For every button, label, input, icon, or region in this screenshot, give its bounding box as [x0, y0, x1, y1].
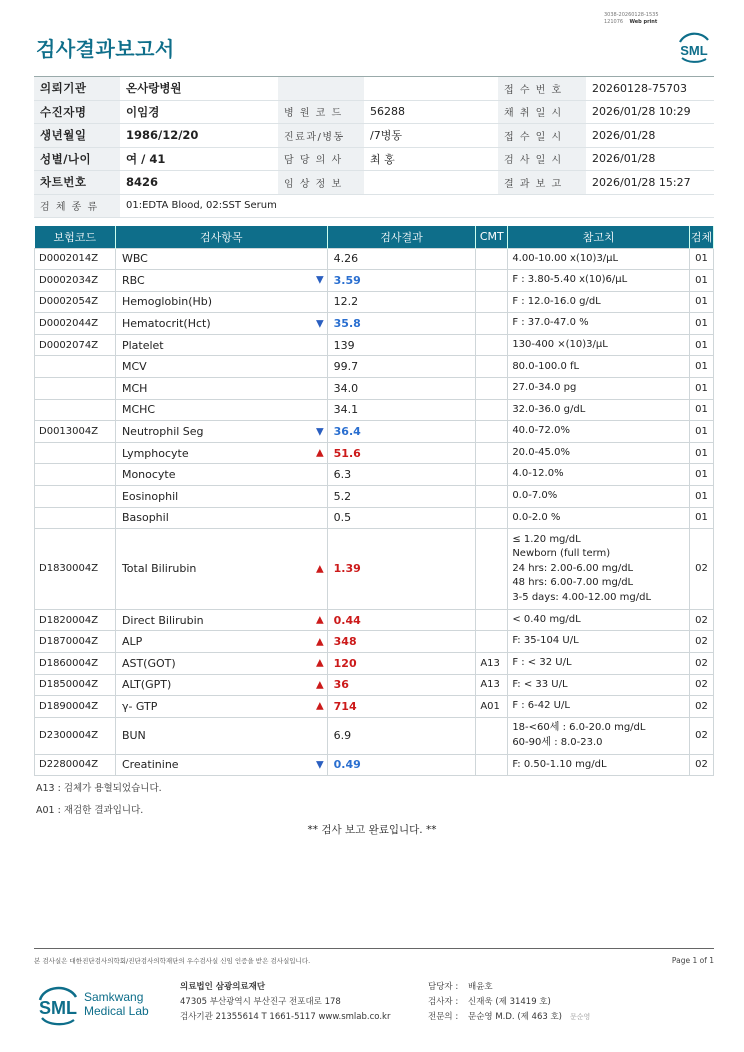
test-result: 139: [327, 334, 476, 356]
result-row: [35, 378, 714, 400]
info-value: 이임경: [120, 100, 278, 124]
print-info: [604, 12, 659, 26]
test-item-name: AST(GOT): [121, 656, 176, 670]
comment-code: [476, 717, 508, 754]
specimen-code: 01: [689, 248, 713, 270]
reference-line: 40.0-72.0%: [512, 425, 570, 437]
test-item-name: ALP: [121, 635, 143, 649]
test-item: [115, 696, 327, 718]
reference-range: [508, 421, 690, 443]
test-result: 99.7: [327, 356, 476, 378]
specimen-code: 01: [689, 291, 713, 313]
column-header: 검사결과: [327, 226, 476, 248]
reference-line: F: 35-104 U/L: [512, 635, 579, 647]
insurance-code: [35, 464, 116, 486]
reference-line: 60-90세 : 8.0-23.0: [512, 736, 603, 748]
insurance-code: [35, 399, 116, 421]
report-title: 검사결과보고서: [36, 37, 175, 61]
info-value: 1986/12/20: [120, 124, 278, 148]
flag-low-icon: ▼: [315, 759, 324, 771]
flag-high-icon: ▲: [315, 679, 324, 691]
test-item-name: BUN: [121, 729, 146, 743]
info-label: 차트번호: [34, 171, 120, 195]
info-row: [34, 147, 714, 171]
insurance-code: [35, 442, 116, 464]
specialist-name: 문순영 M.D. (제 463 호): [468, 1012, 563, 1022]
test-result: 5.2: [327, 486, 476, 508]
org-contact: 검사기관 21355614 T 1661-5117 www.smlab.co.kr: [180, 1012, 391, 1022]
info-label: 성별/나이: [34, 147, 120, 171]
reference-range: [508, 696, 690, 718]
comment-code: A01: [476, 696, 508, 718]
test-item: [115, 529, 327, 610]
comment-code: A13: [476, 652, 508, 674]
result-row: [35, 674, 714, 696]
info-value: 2026/01/28 10:29: [586, 100, 714, 124]
test-item-name: MCV: [121, 360, 147, 374]
test-result: 0.49: [327, 754, 476, 776]
info-label: 결 과 보 고: [498, 171, 586, 195]
info-value: 온사랑병원: [120, 77, 278, 101]
org-name: 의료법인 삼광의료재단: [180, 982, 266, 992]
comment-code: [476, 334, 508, 356]
reference-range: [508, 399, 690, 421]
result-row: [35, 334, 714, 356]
note-a01: A01 : 재검한 결과입니다.: [36, 805, 144, 816]
result-row: [35, 754, 714, 776]
samkwang-logo: [36, 980, 176, 1028]
info-value: [364, 77, 498, 101]
comment-code: [476, 486, 508, 508]
tester-label: 검사자 :: [428, 997, 459, 1007]
certification-text: 본 검사실은 대한진단검사의학회/진단검사의학재단의 우수검사실 신임 인증을 받은 검사실입니다.: [34, 957, 311, 965]
result-row: [35, 717, 714, 754]
report-complete-text: ** 검사 보고 완료입니다. **: [307, 824, 437, 836]
result-row: [35, 291, 714, 313]
print-code: 121076: [604, 19, 624, 25]
result-row: [35, 631, 714, 653]
specimen-code: 02: [689, 696, 713, 718]
info-label: 검 사 일 시: [498, 147, 586, 171]
reference-line: Newborn (full term): [512, 548, 611, 560]
info-row: [34, 77, 714, 101]
result-row: [35, 399, 714, 421]
reference-range: [508, 754, 690, 776]
flag-high-icon: ▲: [315, 447, 324, 459]
insurance-code: D0002044Z: [35, 313, 116, 335]
flag-high-icon: ▲: [315, 614, 324, 626]
comment-code: [476, 609, 508, 631]
sml-logo: [674, 28, 714, 64]
print-id: 3038-20260128-1535: [604, 12, 659, 18]
specimen-code: 02: [689, 652, 713, 674]
info-value: 2026/01/28: [586, 124, 714, 148]
info-label: 접 수 일 시: [498, 124, 586, 148]
test-result: 51.6: [327, 442, 476, 464]
info-value: 8426: [120, 171, 278, 195]
test-result: 3.59: [327, 270, 476, 292]
reference-line: 18-<60세 : 6.0-20.0 mg/dL: [512, 722, 646, 734]
comment-code: [476, 356, 508, 378]
specimen-code: 01: [689, 334, 713, 356]
test-item-name: Total Bilirubin: [121, 562, 197, 576]
test-result: 6.3: [327, 464, 476, 486]
test-item: [115, 356, 327, 378]
info-label: 임 상 정 보: [278, 171, 364, 195]
insurance-code: D1890004Z: [35, 696, 116, 718]
info-value: 2026/01/28: [586, 147, 714, 171]
test-item-name: Eosinophil: [121, 489, 179, 503]
test-item-name: RBC: [121, 273, 145, 287]
flag-high-icon: ▲: [315, 636, 324, 648]
column-header: 참고치: [508, 226, 690, 248]
flag-low-icon: ▼: [315, 318, 324, 330]
insurance-code: [35, 486, 116, 508]
result-row: [35, 609, 714, 631]
insurance-code: D2300004Z: [35, 717, 116, 754]
note-a13: A13 : 검체가 용혈되었습니다.: [36, 783, 162, 794]
info-row: [34, 100, 714, 124]
reference-line: 80.0-100.0 fL: [512, 360, 580, 372]
reference-line: 3-5 days: 4.00-12.00 mg/dL: [512, 591, 652, 603]
specimen-code: 02: [689, 609, 713, 631]
test-item: [115, 754, 327, 776]
comment-code: A13: [476, 674, 508, 696]
insurance-code: D1820004Z: [35, 609, 116, 631]
insurance-code: D0002074Z: [35, 334, 116, 356]
flag-high-icon: ▲: [315, 700, 324, 712]
specimen-code: 01: [689, 507, 713, 529]
reference-line: F : < 32 U/L: [512, 656, 572, 668]
reference-range: [508, 674, 690, 696]
specimen-code: 01: [689, 378, 713, 400]
reference-range: [508, 507, 690, 529]
column-header: 검사항목: [115, 226, 327, 248]
test-item: [115, 248, 327, 270]
insurance-code: D1860004Z: [35, 652, 116, 674]
specimen-label: 검 체 종 류: [34, 194, 120, 218]
specimen-code: 01: [689, 486, 713, 508]
insurance-code: D0002034Z: [35, 270, 116, 292]
org-address: 47305 부산광역시 부산진구 전포대로 178: [180, 997, 341, 1007]
reference-range: [508, 270, 690, 292]
tester-name: 신재욱 (제 31419 호): [468, 997, 551, 1007]
flag-low-icon: ▼: [315, 274, 324, 286]
reference-range: [508, 631, 690, 653]
result-row: [35, 356, 714, 378]
test-item: [115, 674, 327, 696]
info-value: 56288: [364, 100, 498, 124]
result-row: [35, 464, 714, 486]
test-item: [115, 270, 327, 292]
test-item: [115, 507, 327, 529]
staff-info: [428, 980, 590, 1025]
insurance-code: [35, 507, 116, 529]
test-result: 36.4: [327, 421, 476, 443]
result-row: [35, 442, 714, 464]
specimen-code: 01: [689, 356, 713, 378]
specimen-code: 01: [689, 399, 713, 421]
reference-line: ≤ 1.20 mg/dL: [512, 533, 581, 545]
result-row: [35, 248, 714, 270]
specimen-code: 01: [689, 421, 713, 443]
info-label: 병 원 코 드: [278, 100, 364, 124]
specimen-code: 01: [689, 442, 713, 464]
info-value: /7병동: [364, 124, 498, 148]
specimen-code: 02: [689, 529, 713, 610]
specimen-code: 01: [689, 313, 713, 335]
test-item-name: γ- GTP: [121, 699, 158, 713]
reference-range: [508, 464, 690, 486]
samkwang-logo-line2: Medical Lab: [84, 1004, 149, 1018]
result-row: [35, 507, 714, 529]
reference-range: [508, 652, 690, 674]
reference-line: F : 37.0-47.0 %: [512, 317, 589, 329]
reference-range: [508, 609, 690, 631]
test-result: 12.2: [327, 291, 476, 313]
insurance-code: D1830004Z: [35, 529, 116, 610]
reference-line: 20.0-45.0%: [512, 446, 570, 458]
reference-line: 32.0-36.0 g/dL: [512, 403, 586, 415]
test-item-name: Direct Bilirubin: [121, 613, 204, 627]
result-row: [35, 652, 714, 674]
reference-range: [508, 356, 690, 378]
reference-range: [508, 291, 690, 313]
test-item-name: WBC: [121, 252, 148, 266]
test-item: [115, 291, 327, 313]
footer-divider: [34, 948, 714, 949]
comment-code: [476, 270, 508, 292]
result-row: [35, 529, 714, 610]
organization-info: [180, 980, 390, 1025]
reference-range: [508, 248, 690, 270]
signature: 문순영: [570, 1013, 591, 1021]
insurance-code: D0013004Z: [35, 421, 116, 443]
reference-line: 4.0-12.0%: [512, 468, 564, 480]
test-item: [115, 442, 327, 464]
comment-code: [476, 378, 508, 400]
test-result: 34.0: [327, 378, 476, 400]
column-header: CMT: [476, 226, 508, 248]
insurance-code: D1870004Z: [35, 631, 116, 653]
comment-code: [476, 529, 508, 610]
staff-label: 담당자 :: [428, 982, 459, 992]
insurance-code: [35, 356, 116, 378]
comment-code: [476, 442, 508, 464]
results-header-row: [35, 226, 714, 248]
info-value: 최 홍: [364, 147, 498, 171]
test-item: [115, 399, 327, 421]
test-item: [115, 464, 327, 486]
test-item: [115, 334, 327, 356]
specimen-code: 01: [689, 270, 713, 292]
comment-code: [476, 291, 508, 313]
test-result: 4.26: [327, 248, 476, 270]
page-number: Page 1 of 1: [671, 956, 714, 965]
test-item: [115, 652, 327, 674]
reference-range: [508, 313, 690, 335]
test-item-name: Creatinine: [121, 758, 179, 772]
info-value: 20260128-75703: [586, 77, 714, 101]
test-item: [115, 717, 327, 754]
reference-range: [508, 486, 690, 508]
reference-line: 0.0-2.0 %: [512, 511, 561, 523]
sml-logo-text: SML: [680, 43, 708, 58]
info-label: 접 수 번 호: [498, 77, 586, 101]
column-header: 보험코드: [35, 226, 116, 248]
reference-line: 130-400 ×(10)3/μL: [512, 338, 608, 350]
info-label: 채 취 일 시: [498, 100, 586, 124]
results-table: [34, 226, 714, 776]
info-label: [278, 77, 364, 101]
comment-code: [476, 631, 508, 653]
flag-high-icon: ▲: [315, 657, 324, 669]
test-result: 35.8: [327, 313, 476, 335]
patient-info-table: [34, 76, 714, 218]
specialist-label: 전문의 :: [428, 1012, 459, 1022]
test-result: 0.5: [327, 507, 476, 529]
info-value: 여 / 41: [120, 147, 278, 171]
test-item-name: Neutrophil Seg: [121, 425, 204, 439]
column-header: 검체: [689, 226, 713, 248]
specimen-code: 01: [689, 464, 713, 486]
specimen-code: 02: [689, 754, 713, 776]
reference-range: [508, 334, 690, 356]
info-row: [34, 171, 714, 195]
specimen-row: [34, 194, 714, 218]
test-result: 34.1: [327, 399, 476, 421]
reference-line: 27.0-34.0 pg: [512, 382, 577, 394]
info-label: 생년월일: [34, 124, 120, 148]
test-item-name: Hematocrit(Hct): [121, 317, 211, 331]
result-row: [35, 696, 714, 718]
reference-line: F : 6-42 U/L: [512, 700, 570, 712]
test-item-name: Hemoglobin(Hb): [121, 295, 213, 309]
test-result: 1.39: [327, 529, 476, 610]
insurance-code: D0002014Z: [35, 248, 116, 270]
info-value: 2026/01/28 15:27: [586, 171, 714, 195]
insurance-code: [35, 378, 116, 400]
comment-code: [476, 421, 508, 443]
comment-code: [476, 507, 508, 529]
reference-range: [508, 378, 690, 400]
test-item: [115, 313, 327, 335]
test-item: [115, 378, 327, 400]
info-value: [364, 171, 498, 195]
test-item-name: Lymphocyte: [121, 446, 189, 460]
test-item: [115, 486, 327, 508]
info-label: 진료과/병동: [278, 124, 364, 148]
comment-code: [476, 464, 508, 486]
test-result: 348: [327, 631, 476, 653]
reference-range: [508, 442, 690, 464]
insurance-code: D1850004Z: [35, 674, 116, 696]
comment-code: [476, 754, 508, 776]
specimen-code: 02: [689, 631, 713, 653]
result-row: [35, 270, 714, 292]
test-item: [115, 609, 327, 631]
comment-code: [476, 248, 508, 270]
flag-high-icon: ▲: [315, 563, 324, 575]
reference-line: 0.0-7.0%: [512, 490, 558, 502]
reference-line: F : 12.0-16.0 g/dL: [512, 295, 601, 307]
test-item-name: MCHC: [121, 403, 156, 417]
info-label: 담 당 의 사: [278, 147, 364, 171]
test-item-name: ALT(GPT): [121, 678, 172, 692]
samkwang-logo-mark: SML: [39, 998, 77, 1018]
staff-in-charge: 배윤호: [468, 982, 493, 992]
reference-line: F: < 33 U/L: [512, 678, 568, 690]
test-result: 714: [327, 696, 476, 718]
info-label: 의뢰기관: [34, 77, 120, 101]
reference-line: F: 0.50-1.10 mg/dL: [512, 758, 607, 770]
test-item-name: Platelet: [121, 338, 164, 352]
test-item-name: Basophil: [121, 511, 169, 525]
insurance-code: D0002054Z: [35, 291, 116, 313]
result-row: [35, 313, 714, 335]
reference-line: 24 hrs: 2.00-6.00 mg/dL: [512, 562, 634, 574]
result-row: [35, 421, 714, 443]
samkwang-logo-line1: Samkwang: [84, 990, 144, 1004]
insurance-code: D2280004Z: [35, 754, 116, 776]
comment-code: [476, 399, 508, 421]
test-result: 120: [327, 652, 476, 674]
reference-line: 48 hrs: 6.00-7.00 mg/dL: [512, 577, 634, 589]
test-item: [115, 631, 327, 653]
test-item: [115, 421, 327, 443]
comment-code: [476, 313, 508, 335]
info-label: 수진자명: [34, 100, 120, 124]
reference-line: 4.00-10.00 x(10)3/μL: [512, 252, 619, 264]
reference-range: [508, 717, 690, 754]
specimen-code: 02: [689, 717, 713, 754]
reference-line: < 0.40 mg/dL: [512, 613, 581, 625]
test-item-name: MCH: [121, 381, 148, 395]
test-result: 0.44: [327, 609, 476, 631]
print-label: Web print: [629, 19, 658, 25]
test-result: 6.9: [327, 717, 476, 754]
result-row: [35, 486, 714, 508]
flag-low-icon: ▼: [315, 426, 324, 438]
test-result: 36: [327, 674, 476, 696]
specimen-value: 01:EDTA Blood, 02:SST Serum: [120, 194, 714, 218]
info-row: [34, 124, 714, 148]
reference-range: [508, 529, 690, 610]
test-item-name: Monocyte: [121, 468, 176, 482]
specimen-code: 02: [689, 674, 713, 696]
reference-line: F : 3.80-5.40 x(10)6/μL: [512, 274, 628, 286]
